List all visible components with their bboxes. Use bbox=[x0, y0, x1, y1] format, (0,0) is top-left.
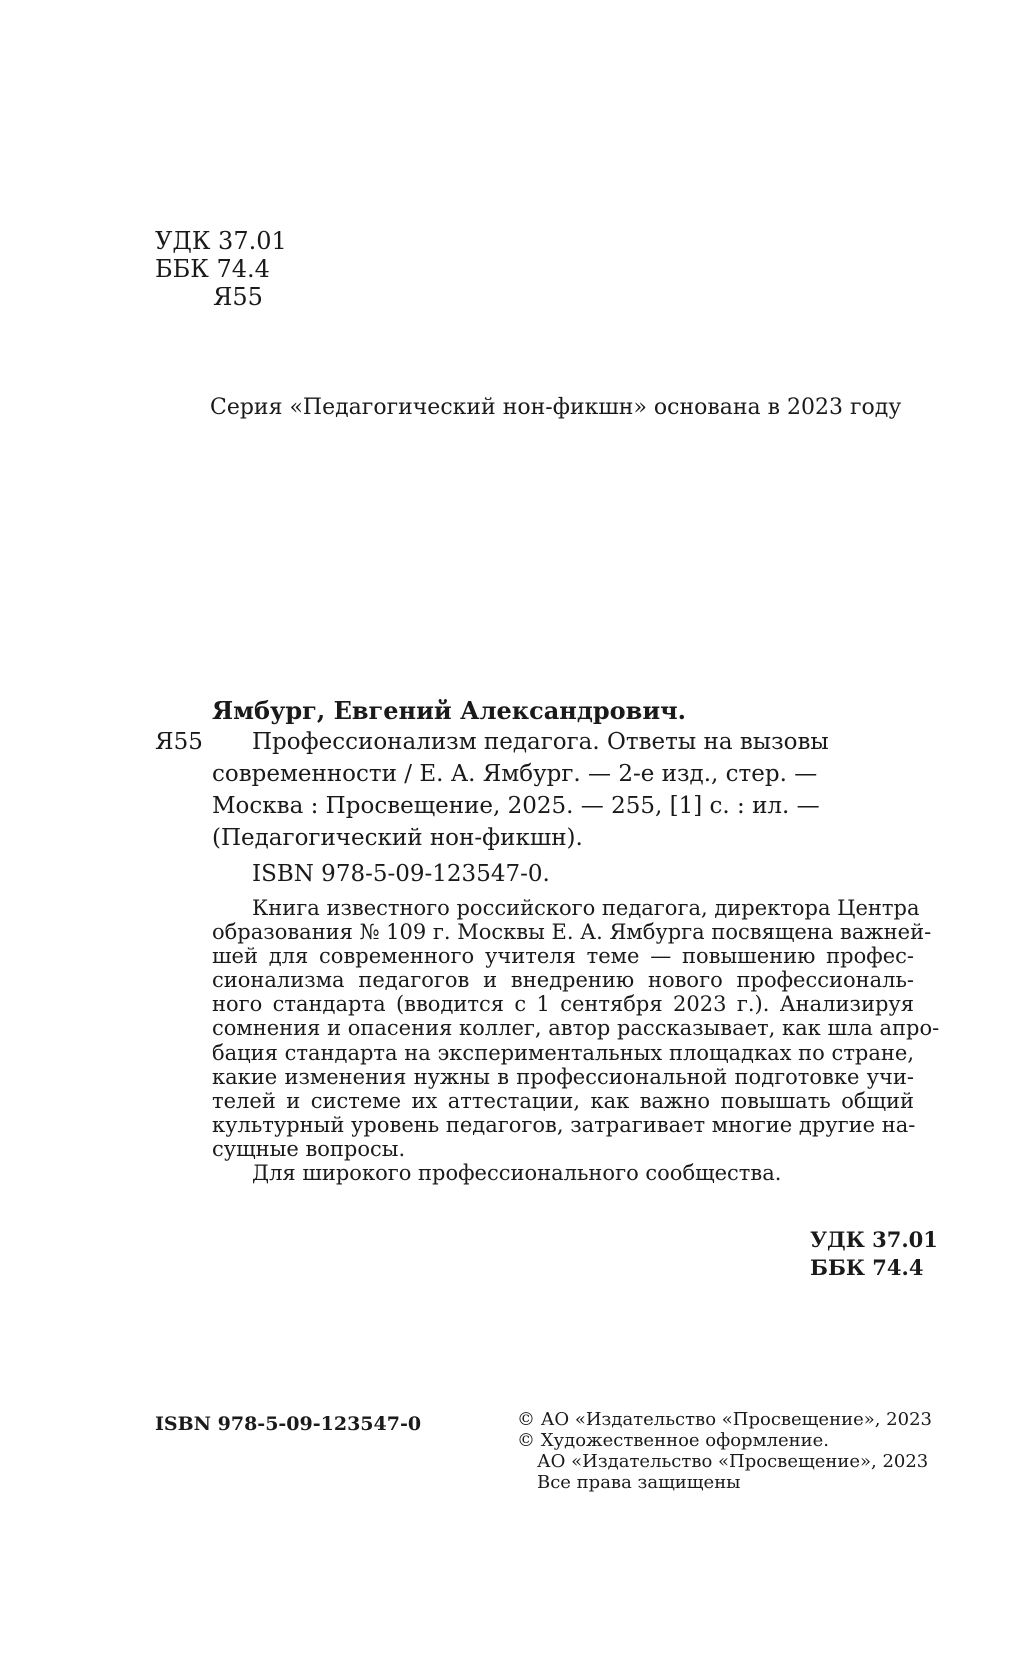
annotation-line: Книга известного российского педагога, директора Центра bbox=[252, 896, 920, 920]
annotation-line: телей и системе их аттестации, как важно повышать общий bbox=[212, 1088, 914, 1113]
author-mark: Я55 bbox=[155, 729, 203, 755]
udk-code-bottom: УДК 37.01 bbox=[810, 1227, 938, 1252]
series-note: Серия «Педагогический нон-фикшн» основана в 2023 году bbox=[210, 395, 902, 420]
author-heading: Ямбург, Евгений Александрович. bbox=[212, 696, 687, 725]
annotation-line: культурный уровень педагогов, затрагивает многие другие на- bbox=[212, 1112, 916, 1137]
annotation-line: бация стандарта на экспериментальных площадках по стране, bbox=[212, 1040, 914, 1065]
copyright-line: © Художественное оформление. bbox=[517, 1430, 830, 1451]
bbk-code-bottom: ББК 74.4 bbox=[810, 1255, 924, 1280]
udk-code-top: УДК 37.01 bbox=[155, 227, 287, 255]
annotation-line: сионализма педагогов и внедрению нового профессиональ- bbox=[212, 968, 914, 993]
bib-line: современности / Е. А. Ямбург. — 2-е изд., стер. — bbox=[212, 761, 818, 787]
annotation-line: шей для современного учителя теме — повышению профес- bbox=[212, 944, 914, 969]
annotation-line: сущные вопросы. bbox=[212, 1136, 406, 1161]
bbk-code-top: ББК 74.4 bbox=[155, 255, 270, 283]
copyright-line: © АО «Издательство «Просвещение», 2023 bbox=[517, 1409, 932, 1430]
copyright-line: АО «Издательство «Просвещение», 2023 bbox=[537, 1451, 929, 1472]
annotation bbox=[212, 896, 940, 1186]
bib-line: Москва : Просвещение, 2025. — 255, [1] с. : ил. — bbox=[212, 793, 820, 819]
audience-note: Для широкого профессионального сообщества. bbox=[252, 1161, 782, 1186]
bib-line: Профессионализм педагога. Ответы на вызовы bbox=[252, 729, 829, 755]
author-mark-top: Я55 bbox=[213, 283, 263, 311]
annotation-line: образования № 109 г. Москвы Е. А. Ямбурга посвящена важней- bbox=[212, 920, 932, 945]
isbn-footer: ISBN 978-5-09-123547-0 bbox=[155, 1413, 422, 1435]
annotation-line: сомнения и опасения коллег, автор рассказывает, как шла апро- bbox=[212, 1016, 940, 1041]
copyright-line: Все права защищены bbox=[537, 1472, 741, 1493]
annotation-line: какие изменения нужны в профессиональной подготовке учи- bbox=[212, 1064, 914, 1089]
bib-line: (Педагогический нон-фикшн). bbox=[212, 825, 583, 851]
isbn-record: ISBN 978-5-09-123547-0. bbox=[252, 861, 550, 887]
annotation-line: ного стандарта (вводится с 1 сентября 2023 г.). Анализируя bbox=[212, 992, 914, 1017]
